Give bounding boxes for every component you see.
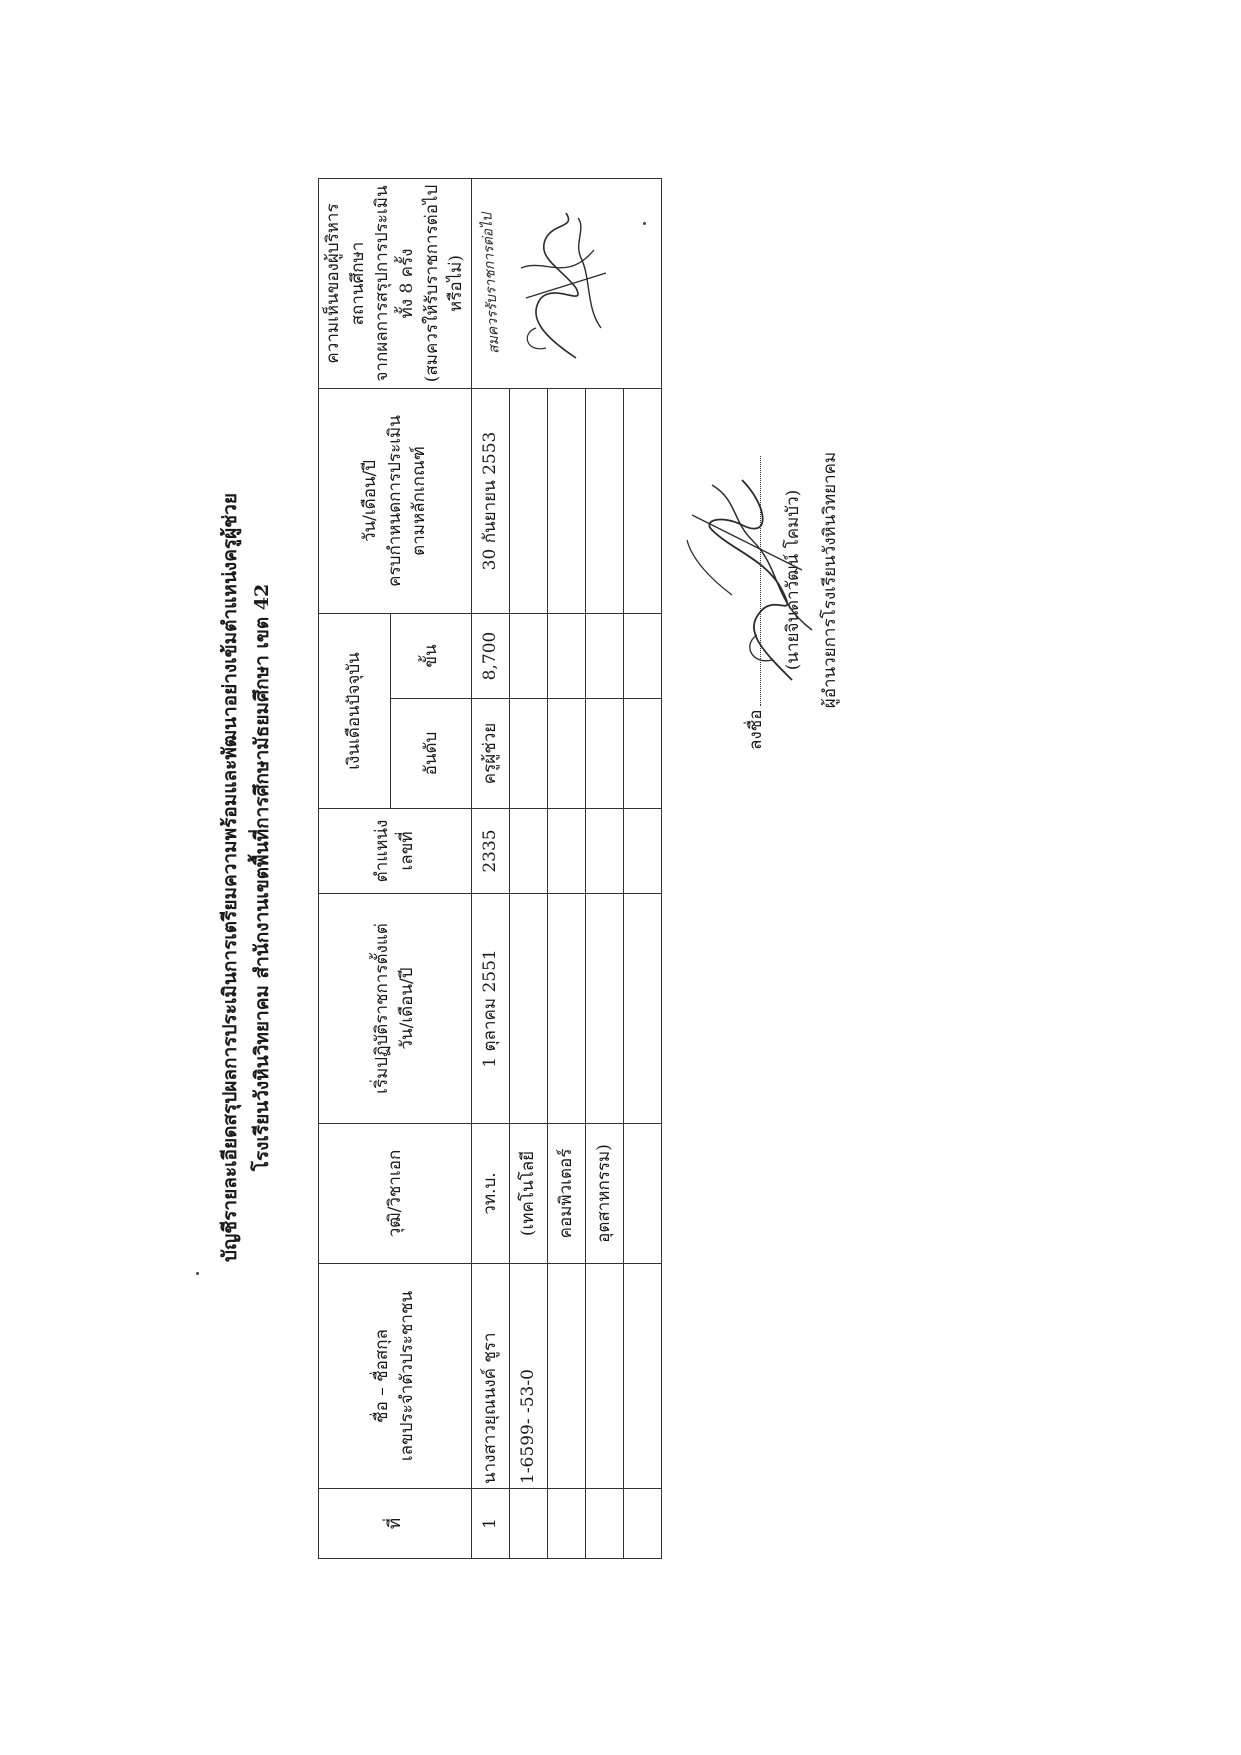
col-header-start-date — [319, 894, 472, 1124]
director-signature — [672, 460, 822, 690]
cell-rank — [623, 699, 661, 809]
table-header-row — [319, 178, 391, 1558]
opinion-signature — [506, 198, 626, 368]
cell-position-no — [509, 809, 547, 894]
cell-no — [509, 1489, 547, 1559]
cell-due-date — [547, 388, 585, 613]
cell-due-date — [509, 388, 547, 613]
cell-step — [547, 613, 585, 698]
cell-position-no: 2335 — [471, 809, 509, 894]
col-header-due-line1: วัน/เดือน/ปี — [359, 459, 380, 543]
cell-step — [623, 613, 661, 698]
col-header-position — [319, 809, 472, 894]
cell-position-no — [623, 809, 661, 894]
cell-due-date — [623, 388, 661, 613]
cell-step: 8,700 — [471, 613, 509, 698]
col-header-name-line1: ชื่อ – ชื่อสกุล — [372, 1329, 393, 1423]
signer-position: ผู้อำนวยการโรงเรียนวังหินวิทยาคม — [820, 451, 840, 709]
cell-degree: อุตสาหกรรม) — [585, 1124, 623, 1264]
cell-name — [623, 1264, 661, 1489]
cell-degree: (เทคโนโลยี — [509, 1124, 547, 1264]
sign-label: ลงชื่อ — [746, 709, 766, 750]
cell-due-date — [585, 388, 623, 613]
col-header-due-date — [319, 388, 472, 613]
col-header-opinion-line3: (สมควรให้รับราชการต่อไปหรือไม่) — [421, 184, 467, 383]
col-header-due-line2: ครบกำหนดการประเมิน — [384, 415, 405, 587]
col-header-opinion-line1: ความเห็นของผู้บริหารสถานศึกษา — [323, 203, 368, 364]
cell-rank — [509, 699, 547, 809]
cell-start-date — [509, 894, 547, 1124]
scan-speck — [196, 1272, 199, 1275]
cell-degree: คอมพิวเตอร์ — [547, 1124, 585, 1264]
cell-name — [547, 1264, 585, 1489]
col-header-start-line1: เริ่มปฏิบัติราชการตั้งแต่ — [372, 923, 393, 1094]
cell-rank — [585, 699, 623, 809]
cell-degree — [623, 1124, 661, 1264]
cell-name — [585, 1264, 623, 1489]
document-title: บัญชีรายละเอียดสรุปผลการประเมินการเตรียมความพร้อมและพัฒนาอย่างเข้มตำแหน่งครูผู้ช่วย — [219, 493, 241, 1262]
cell-step — [585, 613, 623, 698]
col-header-name-line2: เลขประจำตัวประชาชน — [396, 1290, 417, 1462]
col-header-opinion — [319, 178, 472, 388]
cell-id-number: 1-6599- -53-0 — [509, 1264, 547, 1489]
cell-no — [623, 1489, 661, 1559]
cell-start-date — [585, 894, 623, 1124]
cell-start-date: 1 ตุลาคม 2551 — [471, 894, 509, 1124]
signer-name: (นายจินดาวัฒน์ โคมบัว) — [783, 489, 803, 671]
col-header-degree: วุฒิ/วิชาเอก — [319, 1124, 472, 1264]
cell-name: นางสาวยุณนงค์ ชูรา — [471, 1264, 509, 1489]
col-header-opinion-line2: จากผลการสรุปการประเมินทั้ง 8 ครั้ง — [372, 185, 417, 382]
cell-opinion — [471, 178, 661, 388]
col-header-position-line2: เลขที่ — [396, 831, 417, 871]
scan-speck — [643, 222, 646, 225]
cell-due-date: 30 กันยายน 2553 — [471, 388, 509, 613]
col-header-rank: อันดับ — [391, 699, 472, 809]
col-header-position-line1: ตำแหน่ง — [372, 819, 393, 883]
table-row — [471, 178, 509, 1558]
cell-position-no — [547, 809, 585, 894]
col-header-no: ที่ — [319, 1489, 472, 1559]
cell-no — [585, 1489, 623, 1559]
cell-degree: วท.บ. — [471, 1124, 509, 1264]
cell-no — [547, 1489, 585, 1559]
document-subtitle: โรงเรียนวังหินวิทยาคม สำนักงานเขตพื้นที่การศึกษามัธยมศึกษา เขต 42 — [251, 583, 273, 1172]
col-header-salary-group: เงินเดือนปัจจุบัน — [319, 613, 391, 808]
evaluation-table — [318, 178, 662, 1559]
col-header-due-line3: ตามหลักเกณฑ์ — [409, 446, 430, 556]
col-header-name — [319, 1264, 472, 1489]
cell-start-date — [623, 894, 661, 1124]
col-header-step: ขั้น — [391, 613, 472, 698]
handwritten-opinion: สมควรรับราชการต่อไป — [479, 212, 503, 355]
col-header-start-line2: วัน/เดือน/ปี — [396, 967, 417, 1050]
cell-start-date — [547, 894, 585, 1124]
cell-rank: ครูผู้ช่วย — [471, 699, 509, 809]
cell-rank — [547, 699, 585, 809]
cell-no: 1 — [471, 1489, 509, 1559]
signature-block — [742, 330, 843, 750]
cell-step — [509, 613, 547, 698]
cell-position-no — [585, 809, 623, 894]
